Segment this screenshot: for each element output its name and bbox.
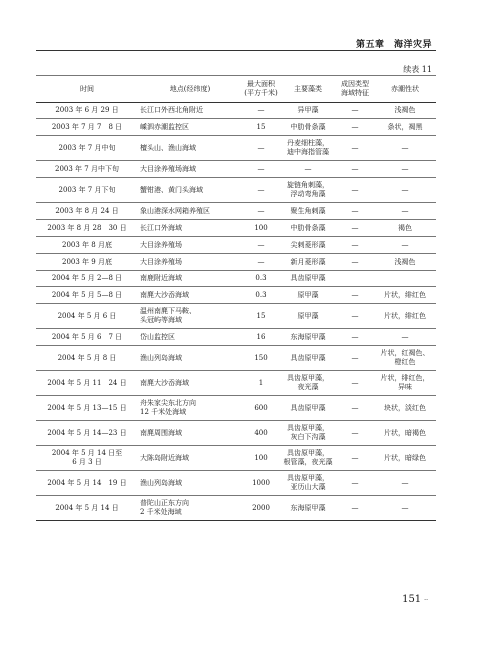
col-time-cell: 2004 年 5 月 14—23 日 bbox=[36, 421, 138, 446]
col-main-algae-cell: 具齿原甲藻， 根管藻，夜光藻 bbox=[280, 446, 336, 471]
col-max-area-cell: 15 bbox=[242, 304, 280, 329]
col-tide-character-cell: 片状，绯红色 bbox=[374, 304, 436, 329]
col-tide-character-cell: — bbox=[374, 178, 436, 203]
col-main-algae-cell: 中肋骨条藻 bbox=[280, 220, 336, 237]
col-cause-type-cell: — bbox=[336, 496, 374, 521]
col-main-algae-cell: 具齿原甲藻 bbox=[280, 346, 336, 371]
col-cause-type-cell: — bbox=[336, 304, 374, 329]
col-location-cell: 岱山监控区 bbox=[138, 329, 242, 346]
col-max-area-cell: — bbox=[242, 161, 280, 178]
col-time-cell: 2004 年 5 月 14 19 日 bbox=[36, 471, 138, 496]
col-main-algae-cell: 具齿原甲藻 bbox=[280, 271, 336, 287]
col-location-cell: 渔山列岛海域 bbox=[138, 346, 242, 371]
col-max-area-cell: — bbox=[242, 237, 280, 254]
col-time-cell: 2003 年 7 月中旬 bbox=[36, 136, 138, 161]
col-max-area-cell: 600 bbox=[242, 396, 280, 421]
col-time-cell: 2003 年 6 月 29 日 bbox=[36, 103, 138, 119]
table-row bbox=[36, 136, 436, 161]
table-row bbox=[36, 271, 436, 287]
col-cause-type-cell: — bbox=[336, 237, 374, 254]
col-tide-character-cell: 褐色 bbox=[374, 220, 436, 237]
col-time-cell: 2004 年 5 月 13—15 日 bbox=[36, 396, 138, 421]
col-main-algae-cell: 旋链角刺藻， 浮动弯角藻 bbox=[280, 178, 336, 203]
col-max-area-cell: 0.3 bbox=[242, 287, 280, 304]
col-tide-character-cell: 片状，暗褐色 bbox=[374, 421, 436, 446]
col-location-cell: 嵊泗赤潮监控区 bbox=[138, 119, 242, 136]
col-location-cell: 南麂周围海域 bbox=[138, 421, 242, 446]
col-time-cell: 2003 年 8 月 24 日 bbox=[36, 203, 138, 220]
col-max-area-cell: 100 bbox=[242, 446, 280, 471]
col-max-area-cell: 0.3 bbox=[242, 271, 280, 287]
table-body bbox=[36, 103, 436, 521]
table-row bbox=[36, 237, 436, 254]
col-time-cell: 2004 年 5 月 8 日 bbox=[36, 346, 138, 371]
table-row bbox=[36, 421, 436, 446]
table-row bbox=[36, 119, 436, 136]
col-max-area-cell: — bbox=[242, 178, 280, 203]
col-time-header: 时间 bbox=[36, 76, 138, 103]
col-location-cell: 大目涂养殖场 bbox=[138, 237, 242, 254]
col-location-cell: 檀头山、渔山海域 bbox=[138, 136, 242, 161]
table-row bbox=[36, 396, 436, 421]
col-time-cell: 2004 年 5 月 14 日至 6 月 3 日 bbox=[36, 446, 138, 471]
col-cause-type-cell: — bbox=[336, 161, 374, 178]
col-cause-type-cell: — bbox=[336, 446, 374, 471]
col-main-algae-cell: 原甲藻 bbox=[280, 287, 336, 304]
col-location-cell: 大陈岛附近海域 bbox=[138, 446, 242, 471]
col-cause-type-cell: — bbox=[336, 421, 374, 446]
col-max-area-cell: 150 bbox=[242, 346, 280, 371]
col-cause-type-cell: — bbox=[336, 287, 374, 304]
col-location-cell: 南麂大沙岙海域 bbox=[138, 371, 242, 396]
continued-label: 续表 11 bbox=[403, 65, 432, 74]
col-location-cell: 大目涂养殖场海域 bbox=[138, 161, 242, 178]
col-max-area-cell: 16 bbox=[242, 329, 280, 346]
col-main-algae-cell: 具齿原甲藻 bbox=[280, 396, 336, 421]
col-max-area-cell: — bbox=[242, 136, 280, 161]
col-tide-character-cell: 浅褐色 bbox=[374, 254, 436, 271]
col-location-cell: 大目涂养殖场 bbox=[138, 254, 242, 271]
col-time-cell: 2003 年 7 月中下旬 bbox=[36, 161, 138, 178]
col-cause-type-cell: — bbox=[336, 178, 374, 203]
col-time-cell: 2004 年 5 月 14 日 bbox=[36, 496, 138, 521]
col-main-algae-cell: 中肋骨条藻 bbox=[280, 119, 336, 136]
col-max-area-cell: — bbox=[242, 203, 280, 220]
table-row bbox=[36, 446, 436, 471]
col-max-area-cell: — bbox=[242, 103, 280, 119]
col-time-cell: 2004 年 5 月 2—8 日 bbox=[36, 271, 138, 287]
col-main-algae-cell: 原甲藻 bbox=[280, 304, 336, 329]
header-rule bbox=[36, 50, 436, 51]
col-location-cell: 南鹿附近海域 bbox=[138, 271, 242, 287]
col-tide-character-cell: — bbox=[374, 471, 436, 496]
col-main-algae-cell: 尖刺菱形藻 bbox=[280, 237, 336, 254]
col-location-cell: 蟹钳港、黄门头海域 bbox=[138, 178, 242, 203]
col-cause-type-cell: — bbox=[336, 329, 374, 346]
col-time-cell: 2004 年 5 月 6 日 bbox=[36, 304, 138, 329]
col-time-cell: 2004 年 5 月 6 7 日 bbox=[36, 329, 138, 346]
col-tide-character-cell: 片状，暗绿色 bbox=[374, 446, 436, 471]
col-max-area-cell: — bbox=[242, 254, 280, 271]
col-cause-type-cell: — bbox=[336, 471, 374, 496]
col-cause-type-cell: — bbox=[336, 136, 374, 161]
col-main-algae-cell: 具齿原甲藻， 亚历山大藻 bbox=[280, 471, 336, 496]
col-max-area-cell: 15 bbox=[242, 119, 280, 136]
col-tide-character-header: 赤潮性状 bbox=[374, 76, 436, 103]
col-max-area-cell: 1000 bbox=[242, 471, 280, 496]
col-main-algae-cell: 具齿原甲藻， 夜光藻 bbox=[280, 371, 336, 396]
col-tide-character-cell: 浅褐色 bbox=[374, 103, 436, 119]
table-row bbox=[36, 103, 436, 119]
page-number bbox=[402, 594, 428, 605]
page-header bbox=[0, 0, 480, 50]
table-row bbox=[36, 496, 436, 521]
col-cause-type-cell: — bbox=[336, 346, 374, 371]
col-time-cell: 2003 年 7 月下旬 bbox=[36, 178, 138, 203]
table-row bbox=[36, 254, 436, 271]
col-main-algae-cell: 异甲藻 bbox=[280, 103, 336, 119]
col-time-cell: 2003 年 9 月底 bbox=[36, 254, 138, 271]
table-row bbox=[36, 346, 436, 371]
col-cause-type-header: 成因类型 海域特征 bbox=[336, 76, 374, 103]
col-main-algae-cell: 具齿原甲藻， 灰白下沟藻 bbox=[280, 421, 336, 446]
col-location-cell: 长江口外海域 bbox=[138, 220, 242, 237]
col-time-cell: 2003 年 8 月底 bbox=[36, 237, 138, 254]
col-tide-character-cell: — bbox=[374, 496, 436, 521]
table-header-row bbox=[36, 76, 436, 103]
table-row bbox=[36, 220, 436, 237]
col-max-area-header: 最大面积 (平方千米) bbox=[242, 76, 280, 103]
col-location-cell: 渔山列岛海域 bbox=[138, 471, 242, 496]
table-row bbox=[36, 329, 436, 346]
table-row bbox=[36, 471, 436, 496]
col-time-cell: 2004 年 5 月 5—8 日 bbox=[36, 287, 138, 304]
col-main-algae-cell: 新月菱形藻 bbox=[280, 254, 336, 271]
col-cause-type-cell: — bbox=[336, 396, 374, 421]
col-max-area-cell: 100 bbox=[242, 220, 280, 237]
red-tide-table bbox=[36, 75, 436, 521]
col-location-cell: 南麂大沙岙海域 bbox=[138, 287, 242, 304]
col-tide-character-cell: 块状，淡红色 bbox=[374, 396, 436, 421]
col-cause-type-cell: — bbox=[336, 254, 374, 271]
table-row bbox=[36, 203, 436, 220]
col-location-cell: 普陀山正东方向 2 千米处海域 bbox=[138, 496, 242, 521]
col-main-algae-header: 主要藻类 bbox=[280, 76, 336, 103]
table-row bbox=[36, 304, 436, 329]
chapter-title: 第五章 海洋灾异 bbox=[355, 40, 432, 50]
col-cause-type-cell: — bbox=[336, 220, 374, 237]
col-tide-character-cell bbox=[374, 271, 436, 287]
col-location-cell: 温州南麂下马鞍、 头冠屿等海域 bbox=[138, 304, 242, 329]
col-tide-character-cell: — bbox=[374, 329, 436, 346]
col-cause-type-cell: — bbox=[336, 103, 374, 119]
col-max-area-cell: 1 bbox=[242, 371, 280, 396]
col-location-header: 地点(经纬度) bbox=[138, 76, 242, 103]
col-main-algae-cell: 聚生角刺藻 bbox=[280, 203, 336, 220]
table-row bbox=[36, 161, 436, 178]
col-location-cell: 长江口外西北角附近 bbox=[138, 103, 242, 119]
col-tide-character-cell: 片状，绯红色， 异味 bbox=[374, 371, 436, 396]
table-row bbox=[36, 287, 436, 304]
table-row bbox=[36, 178, 436, 203]
page-number-mark: ·· bbox=[424, 597, 428, 604]
col-max-area-cell: 400 bbox=[242, 421, 280, 446]
col-main-algae-cell: 丹麦细柱藻， 迪中海指管藻 bbox=[280, 136, 336, 161]
col-tide-character-cell: 条状，褐黑 bbox=[374, 119, 436, 136]
col-tide-character-cell: — bbox=[374, 136, 436, 161]
col-time-cell: 2004 年 5 月 11 24 日 bbox=[36, 371, 138, 396]
page-number-value: 151 bbox=[402, 594, 422, 605]
col-cause-type-cell: — bbox=[336, 119, 374, 136]
col-time-cell: 2003 年 7 月 7 8 日 bbox=[36, 119, 138, 136]
col-main-algae-cell: 东海原甲藻 bbox=[280, 496, 336, 521]
col-tide-character-cell: — bbox=[374, 203, 436, 220]
col-tide-character-cell: — bbox=[374, 161, 436, 178]
col-cause-type-cell bbox=[336, 271, 374, 287]
col-location-cell: 象山港深水网箱养殖区 bbox=[138, 203, 242, 220]
col-main-algae-cell: 东海原甲藻 bbox=[280, 329, 336, 346]
col-cause-type-cell: — bbox=[336, 371, 374, 396]
col-location-cell: 舟朱家尖东北方向 12 千米处海域 bbox=[138, 396, 242, 421]
col-main-algae-cell: — bbox=[280, 161, 336, 178]
col-max-area-cell: 2000 bbox=[242, 496, 280, 521]
table-row bbox=[36, 371, 436, 396]
col-tide-character-cell: 片状，红褐色、 橙红色 bbox=[374, 346, 436, 371]
col-tide-character-cell: — bbox=[374, 237, 436, 254]
col-time-cell: 2003 年 8 月 28 30 日 bbox=[36, 220, 138, 237]
col-tide-character-cell: 片状，绯红色 bbox=[374, 287, 436, 304]
col-cause-type-cell: — bbox=[336, 203, 374, 220]
